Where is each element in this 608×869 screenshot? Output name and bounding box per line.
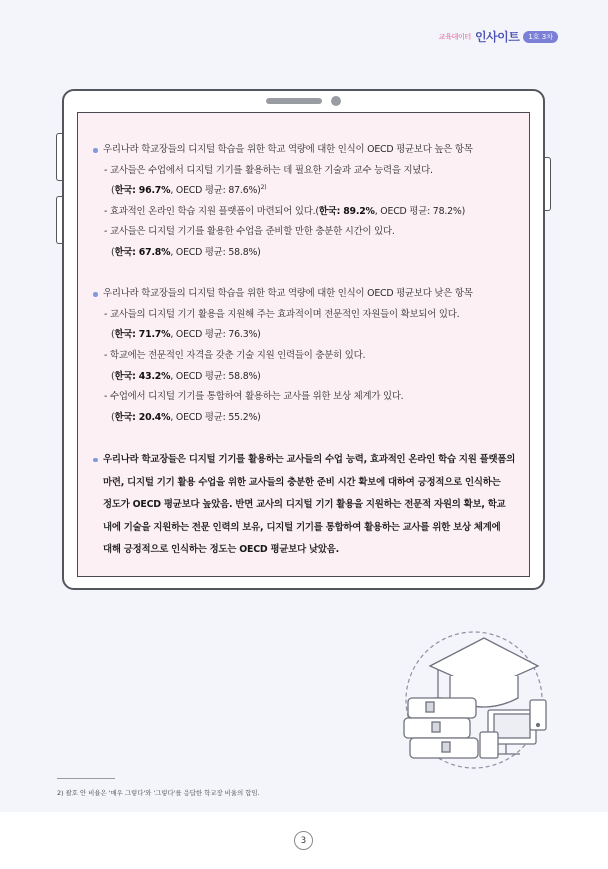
high-item-2: - 효과적인 온라인 학습 지원 플랫폼이 마련되어 있다.(한국: 89.2%, OECD 평균: 78.2%) <box>104 205 466 217</box>
page-number: 3 <box>294 831 313 850</box>
summary-paragraph <box>92 449 520 562</box>
low-item-2-text: - 학교에는 전문적인 자격을 갖춘 기술 지원 인력들이 충분히 있다. <box>104 349 366 361</box>
low-item-1-stats: (한국: 71.7%, OECD 평균: 76.3%) <box>111 329 261 341</box>
tablet-speaker <box>266 98 322 104</box>
summary-line: 내에 기술을 지원하는 전문 인력의 보유, 디지털 기기를 통합하여 활용하는 교사를 위한 보상 체계에 <box>103 521 501 533</box>
high-item-3-oecd: , OECD 평균: 58.8%) <box>170 246 261 258</box>
summary-line: 마련, 디지털 기기 활용 수업을 위한 교사들의 충분한 준비 시간 확보에 대하여 긍정적으로 인식하는 <box>103 476 501 488</box>
header-brand <box>439 28 558 45</box>
footnote: 2) 괄호 안 비율은 '매우 그렇다'와 '그렇다'를 응답한 학교장 비율의 합임. <box>57 789 260 797</box>
low-item-3-korea: 한국: 20.4% <box>114 411 171 423</box>
tablet-camera <box>331 96 341 106</box>
low-item-3-text: - 수업에서 디지털 기기를 통합하여 활용하는 교사를 위한 보상 체계가 있다. <box>104 391 404 403</box>
high-item-1-text: - 교사들은 수업에서 디지털 기기를 활용하는 데 필요한 기술과 교수 능력을 지녔다. <box>104 164 433 176</box>
low-item-1-text: - 교사들의 디지털 기기 활용을 지원해 주는 효과적이며 전문적인 자원들이 확보되어 있다. <box>104 308 460 320</box>
low-item-2-stats: (한국: 43.2%, OECD 평균: 58.8%) <box>111 370 261 382</box>
high-item-2-text: - 효과적인 온라인 학습 지원 플랫폼이 마련되어 있다. <box>104 205 316 217</box>
issue-badge: 1호 3차 <box>523 31 558 43</box>
tablet-power-button <box>544 157 551 211</box>
summary-line: 대해 긍정적으로 인식하는 정도는 OECD 평균보다 낮았음. <box>103 544 339 556</box>
low-items-heading: 우리나라 학교장들의 디지털 학습을 위한 학교 역량에 대한 인식이 OECD 평균보다 낮은 항목 <box>92 284 520 305</box>
low-item-1-oecd: , OECD 평균: 76.3%) <box>170 329 261 341</box>
low-item-1-korea: 한국: 71.7% <box>114 329 171 341</box>
high-item-2-oecd: , OECD 평균: 78.2%) <box>374 205 466 217</box>
high-item-2-korea: 한국: 89.2% <box>318 205 375 217</box>
books-icon <box>404 698 478 758</box>
high-item-1-stats: (한국: 96.7%, OECD 평균: 87.6%)$^{2)}$ <box>111 184 267 197</box>
high-item-3-text: - 교사들은 디지털 기기를 활용한 수업을 준비할 만한 충분한 시간이 있다. <box>104 226 395 238</box>
summary-line: 우리나라 학교장들은 디지털 기기를 활용하는 교사들의 수업 능력, 효과적인 온라인 학습 지원 플랫폼의 <box>103 453 516 465</box>
high-item-1-korea: 한국: 96.7% <box>114 185 171 197</box>
low-item-3-oecd: , OECD 평균: 55.2%) <box>170 411 261 423</box>
low-item-3-stats: (한국: 20.4%, OECD 평균: 55.2%) <box>111 411 261 423</box>
education-illustration <box>402 628 552 778</box>
brand-subtitle: 교육데이터 <box>438 32 471 41</box>
low-item-2-oecd: , OECD 평균: 58.8%) <box>170 370 261 382</box>
high-items-heading: 우리나라 학교장들의 디지털 학습을 위한 학교 역량에 대한 인식이 OECD 평균보다 높은 항목 <box>92 140 520 161</box>
high-item-3-korea: 한국: 67.8% <box>114 246 171 258</box>
high-item-3-stats: (한국: 67.8%, OECD 평균: 58.8%) <box>111 246 261 258</box>
high-item-1-oecd: , OECD 평균: 87.6%) <box>170 185 261 197</box>
footnote-ref: 2) <box>260 184 267 192</box>
low-item-2-korea: 한국: 43.2% <box>114 370 171 382</box>
devices-icon <box>480 700 546 758</box>
findings-box <box>92 140 520 562</box>
summary-line: 정도가 OECD 평균보다 높았음. 반면 교사의 디지털 기기 활용을 지원하는 전문적 자원의 확보, 학교 <box>103 499 506 511</box>
footnote-divider <box>57 778 115 779</box>
brand-title: 인사이트 <box>474 30 520 44</box>
